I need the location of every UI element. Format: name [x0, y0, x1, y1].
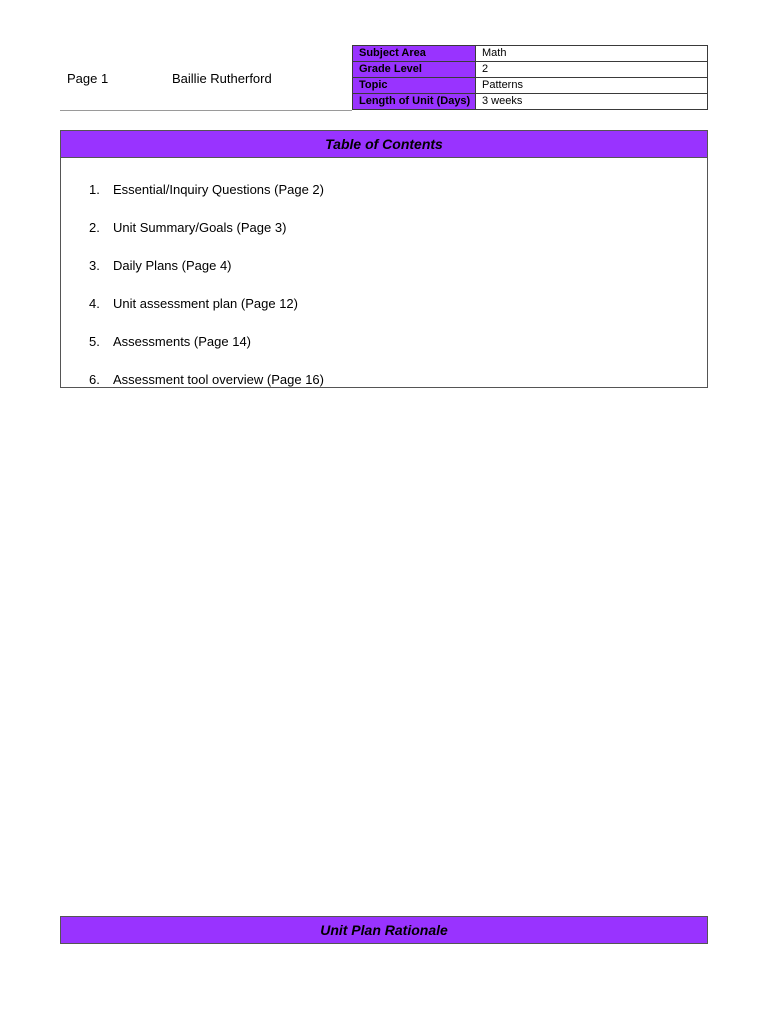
toc-item-text: Essential/Inquiry Questions (Page 2): [113, 182, 324, 197]
info-label: Topic: [353, 78, 476, 94]
page-number: Page 1: [67, 71, 109, 86]
header-divider: [60, 110, 352, 111]
toc-item[interactable]: [89, 371, 324, 409]
toc-item-number: 5.: [89, 334, 100, 349]
toc-item-text: Unit Summary/Goals (Page 3): [113, 220, 287, 235]
toc-item-number: 4.: [89, 296, 100, 311]
toc-item[interactable]: [89, 333, 324, 371]
toc-item[interactable]: [89, 181, 324, 219]
toc-item-text: Unit assessment plan (Page 12): [113, 296, 298, 311]
toc-list: [89, 181, 324, 409]
author-name: Baillie Rutherford: [172, 71, 272, 86]
info-row-length-of-unit: [353, 94, 708, 110]
toc-item-number: 2.: [89, 220, 100, 235]
toc-item[interactable]: [89, 219, 324, 257]
info-value: 3 weeks: [476, 94, 708, 110]
toc-item-number: 6.: [89, 372, 100, 387]
info-label: Grade Level: [353, 62, 476, 78]
toc-item-text: Daily Plans (Page 4): [113, 258, 232, 273]
rationale-title: Unit Plan Rationale: [61, 917, 707, 943]
toc-item[interactable]: [89, 257, 324, 295]
toc-item-number: 3.: [89, 258, 100, 273]
toc-title: Table of Contents: [61, 131, 707, 158]
info-value: 2: [476, 62, 708, 78]
info-row-grade-level: [353, 62, 708, 78]
toc-item-text: Assessments (Page 14): [113, 334, 252, 349]
toc-item-number: 1.: [89, 182, 100, 197]
toc-item-text: Assessment tool overview (Page 16): [113, 372, 324, 387]
table-of-contents: [60, 130, 708, 388]
info-value: Patterns: [476, 78, 708, 94]
unit-info-table: [352, 45, 708, 110]
unit-plan-rationale: [60, 916, 708, 944]
info-label: Subject Area: [353, 46, 476, 62]
toc-item[interactable]: [89, 295, 324, 333]
info-row-subject-area: [353, 46, 708, 62]
info-row-topic: [353, 78, 708, 94]
info-label: Length of Unit (Days): [353, 94, 476, 110]
info-value: Math: [476, 46, 708, 62]
